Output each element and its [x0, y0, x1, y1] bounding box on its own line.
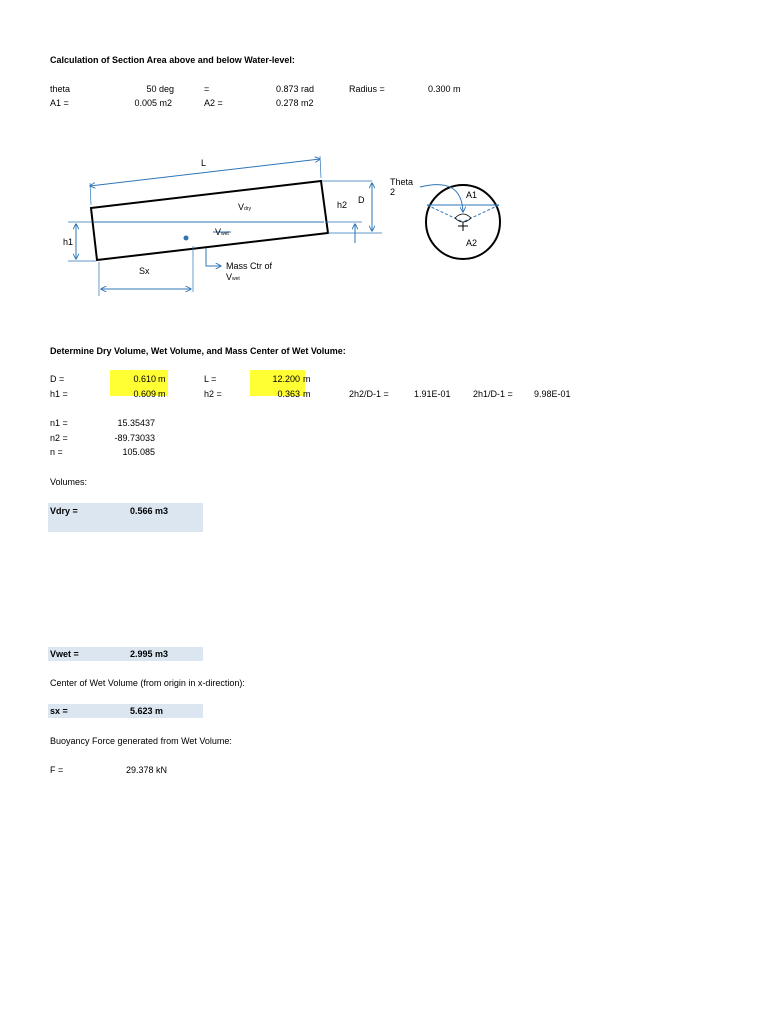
theta-arc	[455, 214, 471, 222]
diagram-label-mass-ctr-vwet: Vwet	[226, 272, 240, 282]
h2-unit: m	[303, 389, 311, 399]
d-unit: m	[158, 374, 166, 384]
l-label: L =	[204, 374, 217, 384]
diagram-label-theta-2: 2	[390, 187, 396, 197]
l-unit: m	[303, 374, 311, 384]
diagram-label-l: L	[201, 158, 207, 168]
diagram-label-h2: h2	[337, 200, 348, 210]
vdry-value: 0.566 m3	[130, 506, 169, 516]
equals-sign: =	[204, 84, 210, 94]
force-value: 29.378 kN	[126, 765, 168, 775]
buoyancy-heading: Buoyancy Force generated from Wet Volume:	[50, 736, 232, 746]
theta-label: theta	[50, 84, 71, 94]
mass-center-leader	[206, 248, 221, 266]
n-label: n =	[50, 447, 63, 457]
h2-label: h2 =	[204, 389, 222, 399]
mass-center-dot	[184, 236, 189, 241]
n2-label: n2 =	[50, 433, 68, 443]
n-value: 105.085	[122, 447, 155, 457]
diagram-label-d: D	[358, 195, 365, 205]
a1-value: 0.005 m2	[134, 98, 172, 108]
sx-panel	[48, 704, 203, 718]
a2-label: A2 =	[204, 98, 223, 108]
n2-value: -89.73033	[114, 433, 155, 443]
pipe-diagram	[0, 0, 768, 340]
diagram-label-sx: Sx	[139, 266, 150, 276]
diagram-label-theta: Theta	[390, 177, 414, 187]
diagram-label-a2: A2	[466, 238, 478, 248]
diagram-label-mass-ctr: Mass Ctr of	[226, 261, 273, 271]
ratio-h2-value: 1.91E-01	[414, 389, 451, 399]
volumes-heading: Determine Dry Volume, Wet Volume, and Mass Center of Wet Volume:	[50, 346, 346, 356]
ratio-h1-label: 2h1/D-1 =	[473, 389, 513, 399]
h2-value[interactable]: 0.363	[277, 389, 300, 399]
l-value[interactable]: 12.200	[272, 374, 300, 384]
vwet-label: Vwet =	[50, 649, 79, 659]
pipe-outline	[91, 181, 328, 260]
h1-unit: m	[158, 389, 166, 399]
ratio-h1-value: 9.98E-01	[534, 389, 571, 399]
n1-value: 15.35437	[117, 418, 155, 428]
force-label: F =	[50, 765, 64, 775]
diagram-label-a1: A1	[466, 190, 478, 200]
center-heading: Center of Wet Volume (from origin in x-direction):	[50, 678, 245, 688]
theta-rad-value: 0.873 rad	[276, 84, 315, 94]
radius-value: 0.300 m	[428, 84, 461, 94]
n1-label: n1 =	[50, 418, 68, 428]
h1-value[interactable]: 0.609	[133, 389, 156, 399]
a1-label: A1 =	[50, 98, 69, 108]
section-area-heading: Calculation of Section Area above and below Water-level:	[50, 55, 295, 65]
sx-value: 5.623 m	[130, 706, 164, 716]
diagram-label-h1: h1	[63, 237, 74, 247]
volumes-subheading: Volumes:	[50, 477, 88, 487]
ratio-h2-label: 2h2/D-1 =	[349, 389, 389, 399]
vwet-value: 2.995 m3	[130, 649, 169, 659]
theta-deg-value: 50 deg	[146, 84, 174, 94]
d-label: D =	[50, 374, 65, 384]
diagram-label-vdry: Vdry	[238, 202, 251, 212]
diagram-label-vwet: Vwet	[215, 227, 229, 237]
h1-label: h1 =	[50, 389, 68, 399]
theta-leader	[420, 185, 463, 212]
d-value[interactable]: 0.610	[133, 374, 156, 384]
sx-label: sx =	[50, 706, 68, 716]
a2-value: 0.278 m2	[276, 98, 314, 108]
radius-label: Radius =	[349, 84, 385, 94]
vdry-label: Vdry =	[50, 506, 78, 516]
